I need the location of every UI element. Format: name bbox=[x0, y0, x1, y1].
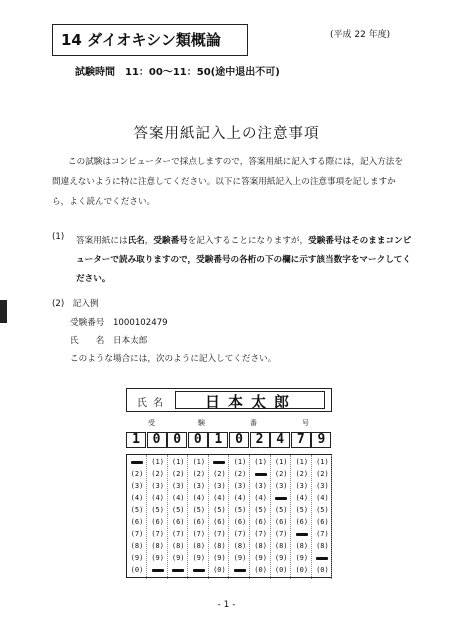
bubble: (9) bbox=[192, 554, 206, 562]
bubble: (8) bbox=[130, 542, 144, 550]
name-field bbox=[175, 391, 325, 409]
item2-heading: (2) 記入例 bbox=[52, 299, 99, 309]
bubble: (6) bbox=[274, 518, 288, 526]
marked-bubble bbox=[189, 565, 209, 576]
bubble-column bbox=[292, 455, 312, 579]
bubble: (7) bbox=[192, 530, 206, 538]
page-heading: 答案用紙記入上の注意事項 bbox=[133, 126, 320, 142]
bubble-column bbox=[312, 455, 332, 579]
bubble: (2) bbox=[130, 470, 144, 478]
bubble: (3) bbox=[192, 482, 206, 490]
bubble: (9) bbox=[151, 554, 164, 562]
bubble: (2) bbox=[192, 470, 206, 478]
edge-tab bbox=[0, 300, 7, 323]
bubble: (1) bbox=[233, 458, 247, 466]
item1-text-b: ， bbox=[144, 236, 154, 246]
bubble: (5) bbox=[316, 506, 329, 514]
page-number: - 1 - bbox=[217, 600, 236, 610]
exam-number-digit: 1 bbox=[208, 432, 228, 448]
exam-number-digit: 0 bbox=[229, 432, 249, 448]
name-value: 日本太郎 bbox=[204, 393, 297, 411]
bubble: (3) bbox=[274, 482, 288, 490]
bubble: (8) bbox=[213, 542, 226, 550]
bubble: (6) bbox=[171, 518, 185, 526]
exam-number-digit: 7 bbox=[291, 432, 311, 448]
bubble: (1) bbox=[192, 458, 206, 466]
bubble: (6) bbox=[254, 518, 267, 526]
exam-number-digit: 0 bbox=[167, 432, 187, 448]
bubble: (4) bbox=[316, 494, 329, 502]
bubble: (9) bbox=[213, 554, 226, 562]
marked-bubble bbox=[312, 553, 332, 564]
bubble: (8) bbox=[274, 542, 288, 550]
bubble: (3) bbox=[171, 482, 185, 490]
exam-number-digit: 0 bbox=[188, 432, 208, 448]
bubble: (2) bbox=[274, 470, 288, 478]
marked-bubble bbox=[271, 493, 291, 504]
bubble: (6) bbox=[192, 518, 206, 526]
example-name: 氏 名 日本太郎 bbox=[70, 336, 148, 346]
item1-text-a: 答案用紙には bbox=[76, 236, 128, 246]
bubble: (5) bbox=[130, 506, 144, 514]
bubble: (2) bbox=[316, 470, 329, 478]
bubble: (6) bbox=[316, 518, 329, 526]
bubble: (6) bbox=[295, 518, 309, 526]
intro-paragraph: この試験はコンピューターで採点しますので，答案用紙に記入する際には，記入方法を間違えないように特に注意してください。以下に答案用紙記入上の注意事項を記しますから，よく読んでください。 bbox=[52, 157, 403, 207]
exam-number-digit: 4 bbox=[270, 432, 290, 448]
bubble: (1) bbox=[274, 458, 288, 466]
bubble: (6) bbox=[151, 518, 164, 526]
example-instruction: このような場合には，次のように記入してください。 bbox=[70, 354, 277, 364]
bubble: (2) bbox=[295, 470, 309, 478]
bubble: (3) bbox=[213, 482, 226, 490]
bubble: (4) bbox=[213, 494, 226, 502]
bubble: (5) bbox=[151, 506, 164, 514]
bubble: (8) bbox=[192, 542, 206, 550]
bubble: (7) bbox=[274, 530, 288, 538]
bubble: (9) bbox=[295, 554, 309, 562]
bubble: (2) bbox=[213, 470, 226, 478]
bubble-column bbox=[271, 455, 291, 579]
item1-number: (1) bbox=[52, 232, 65, 242]
bubble: (9) bbox=[233, 554, 247, 562]
answer-sheet-sample bbox=[126, 388, 332, 576]
bubble: (8) bbox=[151, 542, 164, 550]
exam-number-header-char: 験 bbox=[198, 419, 205, 427]
item1-text-c: を記入することになりますが， bbox=[187, 236, 309, 246]
bubble: (4) bbox=[233, 494, 247, 502]
bubble: (2) bbox=[171, 470, 185, 478]
bubble: (9) bbox=[254, 554, 267, 562]
bubble: (8) bbox=[171, 542, 185, 550]
bubble: (4) bbox=[295, 494, 309, 502]
bubble: (8) bbox=[295, 542, 309, 550]
bubble: (7) bbox=[213, 530, 226, 538]
bubble: (5) bbox=[192, 506, 206, 514]
mark-bubble-grid bbox=[126, 454, 332, 578]
marked-bubble bbox=[209, 457, 229, 468]
bubble: (5) bbox=[233, 506, 247, 514]
bubble: (5) bbox=[295, 506, 309, 514]
item1-text bbox=[76, 232, 412, 289]
bubble-column bbox=[148, 455, 168, 579]
bubble: (7) bbox=[151, 530, 164, 538]
name-label: 氏名 bbox=[137, 398, 169, 409]
bubble: (5) bbox=[254, 506, 267, 514]
bubble: (1) bbox=[151, 458, 164, 466]
marked-bubble bbox=[292, 529, 312, 540]
exam-year: (平成 22 年度) bbox=[330, 30, 391, 40]
marked-bubble bbox=[251, 469, 271, 480]
bubble: (7) bbox=[130, 530, 144, 538]
exam-number-digit: 1 bbox=[126, 432, 146, 448]
bubble: (4) bbox=[192, 494, 206, 502]
bubble: (6) bbox=[213, 518, 226, 526]
exam-number-header-char: 番 bbox=[250, 419, 257, 427]
bubble: (9) bbox=[274, 554, 288, 562]
bubble: (1) bbox=[254, 458, 267, 466]
marked-bubble bbox=[148, 565, 168, 576]
bubble-column bbox=[230, 455, 250, 579]
exam-number-digit: 9 bbox=[311, 432, 331, 448]
bubble: (5) bbox=[171, 506, 185, 514]
exam-number-digits bbox=[126, 432, 332, 448]
bubble: (3) bbox=[151, 482, 164, 490]
bubble: (8) bbox=[316, 542, 329, 550]
bubble: (6) bbox=[233, 518, 247, 526]
marked-bubble bbox=[168, 565, 188, 576]
bubble-column bbox=[251, 455, 271, 579]
bubble: (0) bbox=[316, 566, 329, 574]
bubble: (0) bbox=[213, 566, 226, 574]
bubble: (4) bbox=[151, 494, 164, 502]
bubble: (3) bbox=[254, 482, 267, 490]
bubble: (0) bbox=[254, 566, 267, 574]
exam-number-digit: 0 bbox=[147, 432, 167, 448]
exam-number-digit: 2 bbox=[250, 432, 270, 448]
bubble: (7) bbox=[171, 530, 185, 538]
item1-bold-number: 受験番号 bbox=[153, 236, 188, 246]
bubble: (3) bbox=[316, 482, 329, 490]
item1-bold-instruction: 受験番号はそのままコンピューターで読み取りますので，受験番号の各桁の下の欄に示す該当数字をマークしてください。 bbox=[76, 236, 412, 284]
bubble: (2) bbox=[233, 470, 247, 478]
bubble: (3) bbox=[130, 482, 144, 490]
bubble: (0) bbox=[274, 566, 288, 574]
bubble: (5) bbox=[274, 506, 288, 514]
bubble: (9) bbox=[130, 554, 144, 562]
marked-bubble bbox=[230, 565, 250, 576]
bubble: (1) bbox=[295, 458, 309, 466]
bubble-column bbox=[189, 455, 209, 579]
example-exam-number: 受験番号 1000102479 bbox=[70, 318, 168, 328]
exam-time: 試験時間 11：00〜11：50(途中退出不可) bbox=[75, 67, 280, 78]
item1-bold-name: 氏名 bbox=[127, 236, 145, 246]
exam-number-header-char: 受 bbox=[148, 419, 155, 427]
bubble: (0) bbox=[295, 566, 309, 574]
name-row bbox=[126, 388, 332, 412]
bubble: (7) bbox=[316, 530, 329, 538]
bubble: (2) bbox=[151, 470, 164, 478]
bubble: (3) bbox=[295, 482, 309, 490]
bubble: (3) bbox=[233, 482, 247, 490]
bubble: (6) bbox=[130, 518, 144, 526]
marked-bubble bbox=[127, 457, 147, 468]
bubble: (1) bbox=[316, 458, 329, 466]
exam-number-header-char: 号 bbox=[302, 419, 309, 427]
bubble: (5) bbox=[213, 506, 226, 514]
bubble: (9) bbox=[171, 554, 185, 562]
bubble: (7) bbox=[254, 530, 267, 538]
bubble-column bbox=[209, 455, 229, 579]
bubble: (7) bbox=[233, 530, 247, 538]
bubble: (4) bbox=[171, 494, 185, 502]
bubble: (8) bbox=[233, 542, 247, 550]
bubble-column bbox=[127, 455, 147, 579]
exam-title: 14 ダイオキシン類概論 bbox=[52, 24, 248, 56]
bubble: (0) bbox=[130, 566, 144, 574]
bubble: (4) bbox=[130, 494, 144, 502]
exam-number-header bbox=[126, 418, 332, 430]
bubble-column bbox=[168, 455, 188, 579]
bubble: (4) bbox=[254, 494, 267, 502]
bubble: (8) bbox=[254, 542, 267, 550]
bubble: (1) bbox=[171, 458, 185, 466]
